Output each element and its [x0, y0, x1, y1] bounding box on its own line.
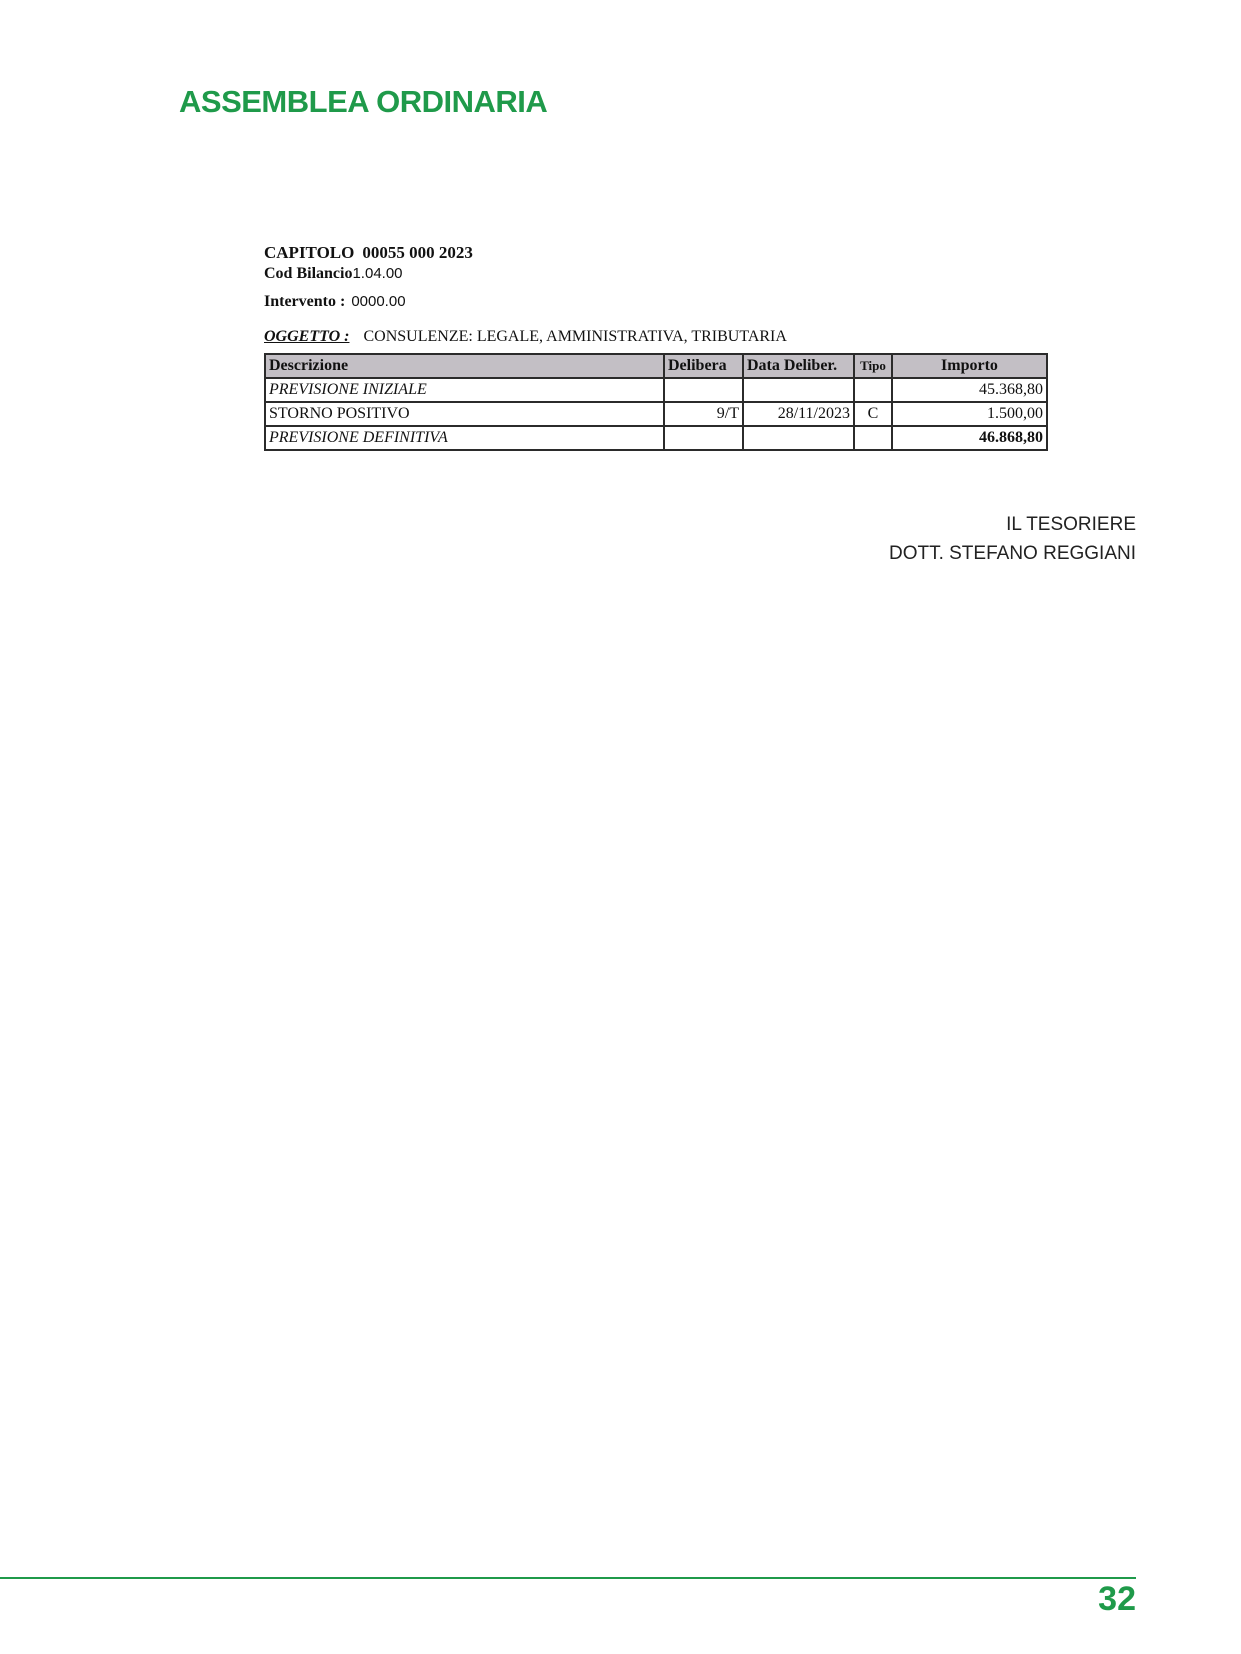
oggetto-line — [264, 328, 787, 346]
budget-table — [264, 353, 1048, 451]
signature-role: IL TESORIERE — [1006, 514, 1136, 535]
oggetto-label: OGGETTO : — [264, 328, 350, 345]
table-row — [265, 378, 1047, 402]
intervento-line — [264, 293, 406, 311]
cell-descrizione: PREVISIONE INIZIALE — [265, 378, 664, 402]
signature-name: DOTT. STEFANO REGGIANI — [888, 543, 1136, 564]
capitolo-value: 00055 000 2023 — [362, 243, 473, 262]
cell-data-delibera: 28/11/2023 — [743, 402, 854, 426]
column-header-tipo: Tipo — [854, 354, 892, 378]
cell-importo: 1.500,00 — [892, 402, 1047, 426]
cell-delibera — [664, 426, 743, 450]
table-row — [265, 402, 1047, 426]
cell-data-delibera — [743, 426, 854, 450]
page-number: 32 — [1098, 1580, 1136, 1618]
cell-importo: 46.868,80 — [892, 426, 1047, 450]
page-title: ASSEMBLEA ORDINARIA — [179, 84, 548, 119]
cell-delibera: 9/T — [664, 402, 743, 426]
cod-bilancio-value: 1.04.00 — [352, 265, 403, 282]
intervento-label: Intervento : — [264, 293, 346, 310]
capitolo-label: CAPITOLO — [264, 243, 355, 262]
column-header-importo: Importo — [892, 354, 1047, 378]
oggetto-value: CONSULENZE: LEGALE, AMMINISTRATIVA, TRIBUTARIA — [363, 328, 787, 345]
capitolo-line — [264, 243, 473, 263]
footer-divider — [0, 1577, 1136, 1579]
signature-block — [889, 510, 1136, 568]
cell-importo: 45.368,80 — [892, 378, 1047, 402]
cell-tipo — [854, 426, 892, 450]
table-header-row — [265, 354, 1047, 378]
cell-data-delibera — [743, 378, 854, 402]
cod-bilancio-line — [264, 265, 403, 283]
cell-descrizione: PREVISIONE DEFINITIVA — [265, 426, 664, 450]
cell-descrizione: STORNO POSITIVO — [265, 402, 664, 426]
cell-delibera — [664, 378, 743, 402]
cod-bilancio-label: Cod Bilancio — [264, 265, 353, 282]
cell-tipo — [854, 378, 892, 402]
column-header-data-delibera: Data Deliber. — [743, 354, 854, 378]
column-header-delibera: Delibera — [664, 354, 743, 378]
table-row — [265, 426, 1047, 450]
intervento-value: 0000.00 — [351, 293, 406, 310]
cell-tipo: C — [854, 402, 892, 426]
column-header-descrizione: Descrizione — [265, 354, 664, 378]
